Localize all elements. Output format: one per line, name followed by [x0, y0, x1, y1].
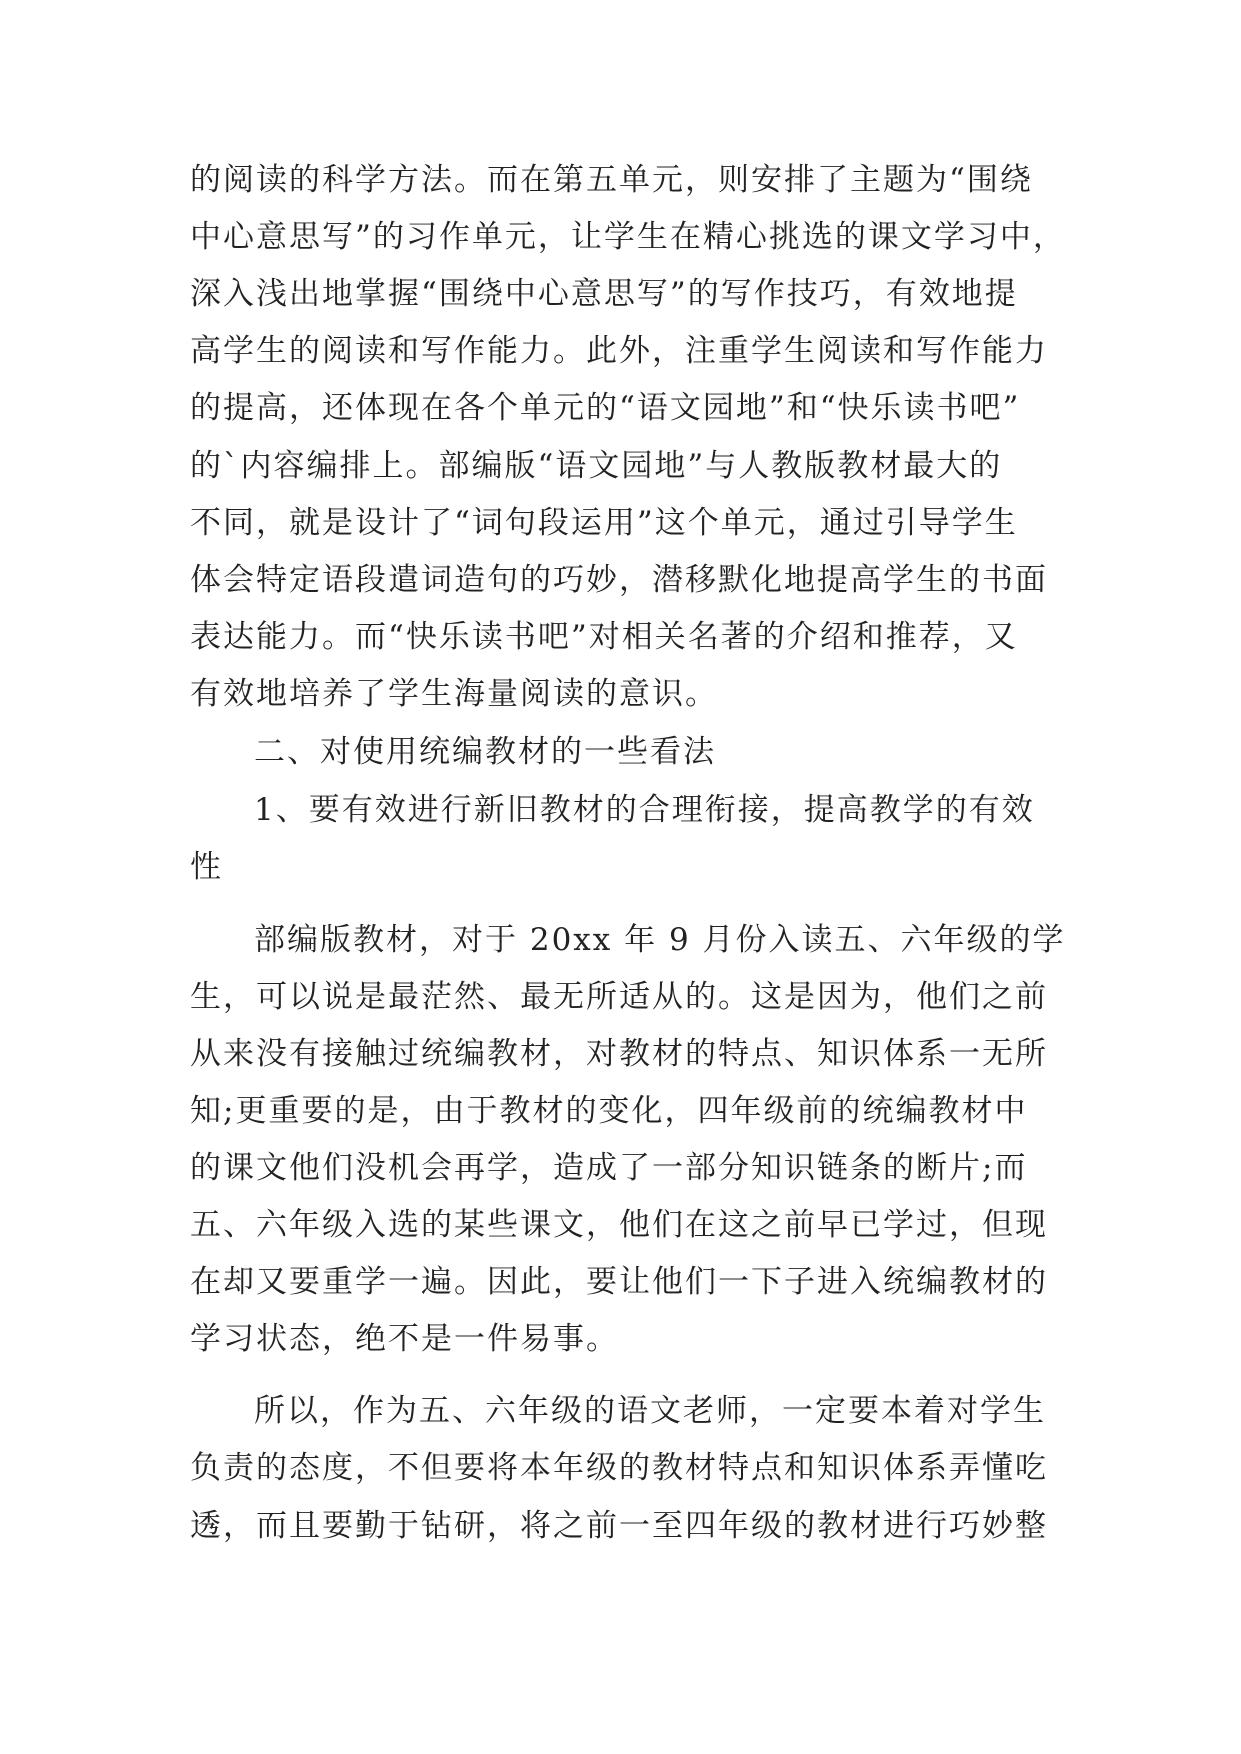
text-line: 深入浅出地掌握“围绕中心意思写”的写作技巧，有效地提 — [190, 276, 1018, 312]
text-line: 生，可以说是最茫然、最无所适从的。这是因为，他们之前 — [190, 979, 1048, 1015]
subsection-heading: 1、要有效进行新旧教材的合理衔接，提高教学的有效 — [254, 792, 1035, 828]
section-heading: 二、对使用统编教材的一些看法 — [254, 734, 716, 770]
text-line: 高学生的阅读和写作能力。此外，注重学生阅读和写作能力 — [190, 333, 1048, 369]
text-line: 学习状态，绝不是一件易事。 — [190, 1321, 619, 1357]
text-line: 表达能力。而“快乐读书吧”对相关名著的介绍和推荐，又 — [190, 619, 1018, 655]
text-line: 的`内容编排上。部编版“语文园地”与人教版教材最大的 — [190, 448, 1003, 484]
subsection-heading-continued: 性 — [190, 849, 223, 885]
text-line: 知;更重要的是，由于教材的变化，四年级前的统编教材中 — [190, 1093, 1028, 1129]
text-line: 中心意思写”的习作单元，让学生在精心挑选的课文学习中， — [190, 219, 1066, 255]
text-line: 负责的态度，不但要将本年级的教材特点和知识体系弄懂吃 — [190, 1450, 1048, 1486]
text-line: 不同，就是设计了“词句段运用”这个单元，通过引导学生 — [190, 505, 1018, 541]
text-line: 的阅读的科学方法。而在第五单元，则安排了主题为“围绕 — [190, 162, 1033, 198]
text-line: 透，而且要勤于钻研，将之前一至四年级的教材进行巧妙整 — [190, 1508, 1048, 1544]
text-line: 的课文他们没机会再学，造成了一部分知识链条的断片;而 — [190, 1150, 1028, 1186]
text-line: 五、六年级入选的某些课文，他们在这之前早已学过，但现 — [190, 1207, 1048, 1243]
text-line: 所以，作为五、六年级的语文老师，一定要本着对学生 — [254, 1393, 1046, 1429]
text-line: 体会特定语段遣词造句的巧妙，潜移默化地提高学生的书面 — [190, 562, 1048, 598]
text-line: 在却又要重学一遍。因此，要让他们一下子进入统编教材的 — [190, 1264, 1048, 1300]
text-line: 从来没有接触过统编教材，对教材的特点、知识体系一无所 — [190, 1036, 1048, 1072]
text-line: 有效地培养了学生海量阅读的意识。 — [190, 676, 718, 712]
text-line: 部编版教材，对于 20xx 年 9 月份入读五、六年级的学 — [254, 922, 1066, 958]
text-line: 的提高，还体现在各个单元的“语文园地”和“快乐读书吧” — [190, 390, 1021, 426]
